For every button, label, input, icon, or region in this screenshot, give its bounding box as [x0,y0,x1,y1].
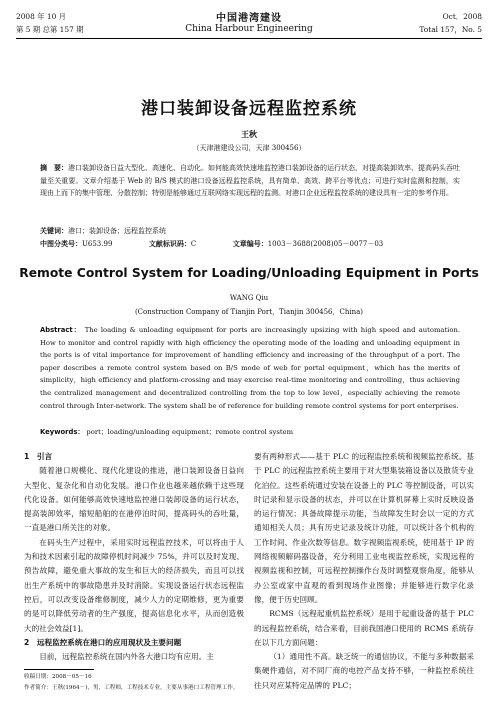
footnote [24,672,244,693]
article-title-cn: 港口装卸设备远程监控系统 [141,99,357,119]
section-1-heading: 1 引言 [24,452,53,461]
footnote-rule [24,669,94,670]
body-paragraph: 目前，远程监控系统在国内外各大港口均有应用。主 [39,652,214,662]
body-column-right [254,450,474,693]
abstract-label-cn: 摘 要： [40,164,68,172]
body-paragraph: 要有两种形式——基于 PLC 的远程监控系统和视频监控系统。基于 PLC 的远程监控系统主要用于对大型集装箱设备以及散货专业化泊位。这些系统通过安装在设备上的 PLC 等控制设备，可以实时记录和显示设备的状态，并可以在计算机屏幕上实时反映设备的运行情况；具备故障提示功能，当故障发生时会以一定的方式通知相关人员；具有历史记录及统计功能，可以统计各个机构的工作时间、作业次数等信息。数字视频监视系统，使用基于 IP 的网络视频解码器设备，充分利用工业电视监控系统，实现远程的视频监视和控制，可远程控制操作台及时调整观察角度，能够从办公室或家中直观的看到现场作业图像；并能够进行数字化录像，便于历史回顾。 [254,452,474,604]
article-number-label: 文章编号： [232,240,268,248]
author-cn: 王秋 [241,129,257,139]
clc-label: 中图分类号： [40,240,82,248]
author-en: WANG Qiu [229,294,269,302]
received-date: 收稿日期：2008－05－16 [24,674,92,680]
body-paragraph: （1）通用性不高。缺乏统一的通信协议，不能与多种数据采集硬件通信，对不同厂商的电控产品支持不够，一种监控系统往往只对应某特定品牌的 PLC； [254,652,474,690]
classification-line [40,238,460,251]
abstract-label-en: Abstract： [40,326,82,334]
keywords-en [40,426,460,439]
affiliation-cn: （天津港建设公司，天津 300456） [192,144,306,152]
section-2-heading: 2 远程监控系统在港口的应用现状及主要问题 [24,637,182,647]
abstract-en [40,324,460,412]
body-paragraph: 在码头生产过程中，采用实时远程监控技术，可以将由于人为和技术因素引起的故障停机时间减少 75%，并可以及时发现、预告故障，避免重大事故的发生和巨大的经济损失，而且可以找出生产系统中的事故隐患并及时消除。实现设备运行状态远程监控后，可以改变设备维修制度，减少人力的定期维修，更为重要的是可以降低劳动者的生产强度，提高信息化水平，从而创造极大的社会效益[1]。 [24,537,244,633]
body-column-left [24,450,244,664]
keywords-cn [40,225,460,238]
journal-name-en: China Harbour Engineering [185,24,313,34]
header-rule [16,38,482,39]
author-biography: 作者简介：王秋(1964－)，男，工程师，工程技术专业，主要从事港口工程管理工作。 [24,684,239,691]
body-paragraph: 随着港口规模化、现代化建设的推进，港口装卸设备日益向大型化、复杂化和自动化发展。港口作业也越来越依赖于这些现代化设备。如何能够高效快速地监控港口装卸设备的运行状态，提高装卸效率，缩短船舶的在港停泊时间，提高码头的吞吐量，一直是港口所关注的对象。 [24,466,244,533]
article-title-en: Remote Control System for Loading/Unloading Equipment in Ports [19,266,479,280]
keywords-text-en: port；loading/unloading equipment；remote control system [86,428,294,436]
keywords-label-en: Keywords： [40,428,85,436]
header-date-en: Oct．2008 [442,12,482,21]
abstract-cn [40,162,460,200]
doc-code-label: 文献标识码： [148,240,191,248]
header-date-cn: 2008 年 10 月 [16,12,67,21]
article-number-value: 1003－3688(2008)05－0077－03 [267,240,384,248]
abstract-text-cn: 港口装卸设备日益大型化、高速化、自动化。如何能高效快速地监控港口装卸设备的运行状态，对提高装卸效率、提高码头吞吐量至关重要。文章介绍基于 Web 的 B/S 模式的港口设备远程监控系统，具有简单、高效、跨平台等优点；可进行实时监测和控制，实现由上而下的集中管理、分散控制；特别是能够通过互联网络实现远程的监测。对港口企业远程监控系统的建设具有一定的参考作用。 [40,164,460,198]
header-issue-cn: 第 5 期 总第 157 期 [16,25,84,34]
affiliation-en: (Construction Company of Tianjin Port，Tianjin 300456，China) [134,308,364,316]
journal-name-cn: 中国港湾建设 [216,13,282,24]
keywords-text-cn: 港口；装卸设备；远程监控系统 [68,227,166,235]
abstract-text-en: The loading & unloading equipment for ports are increasingly upsizing with high speed and automation. How to monitor and control rapidly with high efficiency the operating mode of the loading and unloading equipment in the ports is of vital importance for improvement of handling efficiency and increasing of the throughput of a port. The paper describes a remote control system based on B/S mode of web for portal equipment，which has the merits of simplicity，high efficiency and platform-crossing and may exercise real-time monitoring and controlling，thus achieving the centralized management and decentralized controlling from the top to low level，especially achieving the remote control through Inter-network. The system shall be of reference for building remote control systems for port enterprises. [40,326,460,410]
doc-code-value: C [190,240,197,248]
clc-value: U653.99 [82,240,113,248]
keywords-label-cn: 关键词： [40,227,68,235]
header-issue-en: Total 157，No. 5 [419,25,482,34]
body-paragraph: RCMS（远程起重机监控系统）是用于起重设备的基于 PLC 的远程监控系统，结合来看，目前我国港口使用的 RCMS 系统存在以下几方面问题： [254,609,474,647]
